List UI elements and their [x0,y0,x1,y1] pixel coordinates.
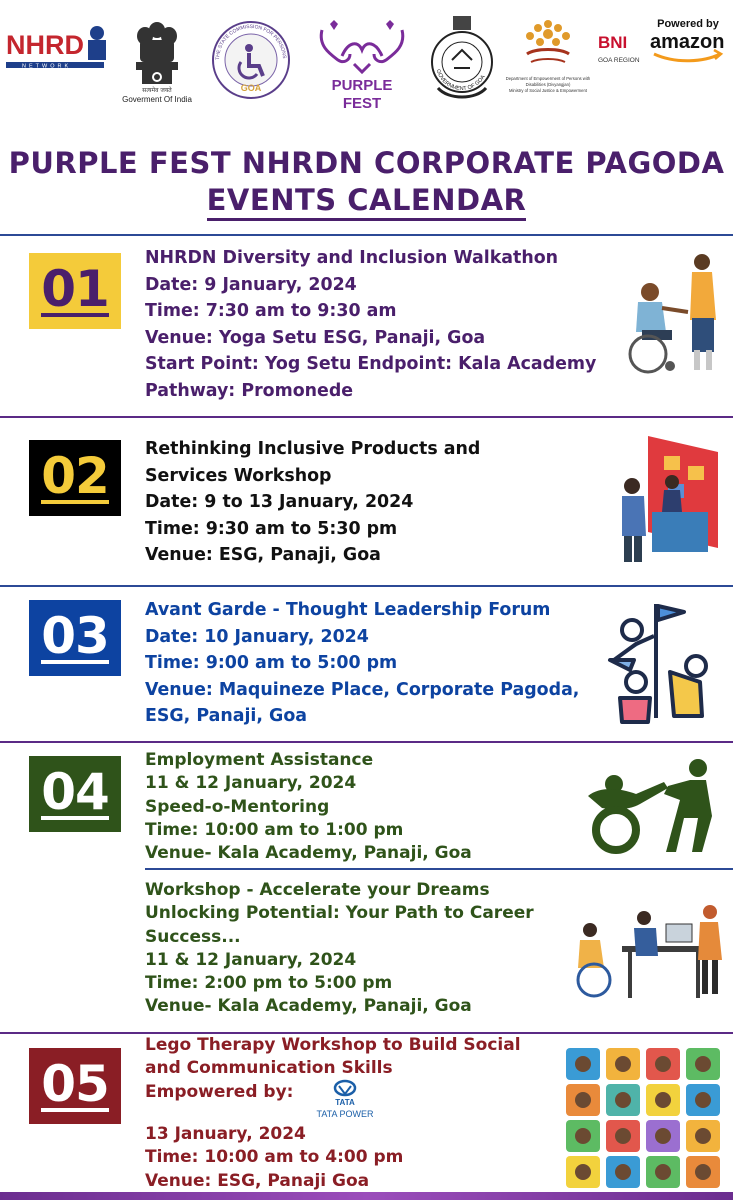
event-02-date: Date: 9 to 13 January, 2024 [145,492,414,512]
event-04b-time: Time: 2:00 pm to 5:00 pm [145,973,393,994]
depwd-text-1: Department of Empowerment of Persons with [505,76,591,81]
helping-hand-illustration [580,756,720,856]
event-number-02 [29,440,121,516]
depwd-logo [505,14,591,106]
event-04-details-b [145,879,534,1019]
event-04a-venue: Venue- Kala Academy, Panaji, Goa [145,843,472,864]
event-01-venue: Venue: Yoga Setu ESG, Panaji, Goa [145,327,486,348]
nhrd-network-logo [4,22,110,78]
event-04b-date: 11 & 12 January, 2024 [145,949,357,970]
event-05-date: 13 January, 2024 [145,1124,306,1144]
event-04b-title-2: Unlocking Potential: Your Path to Career [145,903,534,924]
divider-03-04 [0,741,733,743]
event-03-time: Time: 9:00 am to 5:00 pm [145,653,398,673]
event-04b-title-1: Workshop - Accelerate your Dreams [145,880,490,900]
bni-region-text: GOA REGION [598,57,640,64]
event-04a-title: Employment Assistance [145,750,374,770]
tata-power-text: TATA POWER [316,1109,374,1119]
goi-motto: सत्यमेव जयते [142,87,172,94]
event-number-02-text: 02 [41,447,109,505]
puzzle-faces-illustration [564,1046,726,1190]
bottom-accent-bar [0,1192,733,1200]
wheelchair-walk-illustration [622,250,726,378]
event-04a-date: 11 & 12 January, 2024 [145,773,357,794]
powered-by-text: Powered by [657,18,719,30]
event-02-details [145,436,480,569]
event-number-05-text: 05 [41,1055,109,1113]
event-02-title-2: Services Workshop [145,465,332,486]
bni-logo-text: BNI [598,33,628,52]
event-05-details-b [145,1123,403,1193]
government-of-india-emblem [118,18,196,106]
event-02-venue: Venue: ESG, Panaji, Goa [145,545,381,565]
events-calendar-heading: EVENTS CALENDAR [207,183,527,221]
commission-ring-text: THE STATE COMMISSION FOR PERSONS [214,23,287,61]
event-05-title-2: and Communication Skills [145,1058,393,1079]
event-number-01-text: 01 [41,260,109,318]
event-04-details-a [145,749,472,865]
event-03-date: Date: 10 January, 2024 [145,626,369,647]
goa-seal-text: GOVERNMENT OF GOA [434,68,487,93]
event-02-time: Time: 9:30 am to 5:30 pm [145,518,398,539]
office-team-illustration [566,900,726,1000]
flag-team-illustration [604,598,726,728]
workshop-illustration [618,432,726,564]
logo-strip [0,0,733,120]
purple-fest-logo [308,16,416,112]
event-02-title-1: Rethinking Inclusive Products and [145,439,481,459]
event-04b-venue: Venue- Kala Academy, Panaji, Goa [145,996,472,1017]
event-05-empowered-by: Empowered by: [145,1081,294,1102]
purple-fest-text-2: FEST [342,95,382,112]
divider-02-03 [0,585,733,587]
event-03-details [145,597,579,730]
event-01-route: Start Point: Yog Setu Endpoint: Kala Academy [145,354,597,374]
divider-top [0,234,733,236]
event-04a-time: Time: 10:00 am to 1:00 pm [145,819,404,840]
event-01-pathway: Pathway: Promonede [145,380,354,401]
page-title-line-1: PURPLE FEST NHRDN CORPORATE PAGODA [8,146,725,180]
nhrd-network-text: NETWORK [22,63,72,70]
divider-01-02 [0,416,733,418]
depwd-text-3: Ministry of Social Justice & Empowerment [509,88,587,93]
government-of-goa-seal [426,14,498,106]
commission-goa-text: GOA [240,83,262,93]
event-05-title-1: Lego Therapy Workshop to Build Social [145,1035,521,1055]
event-03-venue-1: Venue: Maquineze Place, Corporate Pagoda, [145,679,580,700]
event-number-03-text: 03 [41,607,109,665]
amazon-logo-text: amazon [650,31,725,53]
event-01-title: NHRDN Diversity and Inclusion Walkathon [145,248,559,268]
divider-04-inner [145,868,733,870]
page-title-line-2 [0,183,733,217]
event-05-time: Time: 10:00 am to 4:00 pm [145,1147,404,1168]
tata-power-logo [308,1078,382,1124]
event-04b-title-3: Success... [145,926,241,947]
depwd-text-2: Disabilities (Divyangjan) [525,82,571,87]
event-number-04 [29,756,121,832]
event-number-05 [29,1048,121,1124]
purple-fest-text-1: PURPLE [331,77,393,94]
event-04a-subtitle: Speed-o-Mentoring [145,796,330,817]
state-commission-disabilities-logo [205,18,297,106]
nhrd-logo-text: NHRD [6,30,84,60]
event-03-venue-2: ESG, Panaji, Goa [145,706,308,726]
event-number-04-text: 04 [41,763,109,821]
powered-by-block [596,14,730,74]
event-number-03 [29,600,121,676]
event-number-01 [29,253,121,329]
event-03-title: Avant Garde - Thought Leadership Forum [145,600,551,620]
goi-caption: Goverment Of India [122,95,192,104]
event-01-details [145,245,596,404]
tata-text: TATA [335,1098,355,1107]
event-05-venue: Venue: ESG, Panaji Goa [145,1170,370,1191]
event-01-date: Date: 9 January, 2024 [145,274,357,295]
event-01-time: Time: 7:30 am to 9:30 am [145,301,397,321]
